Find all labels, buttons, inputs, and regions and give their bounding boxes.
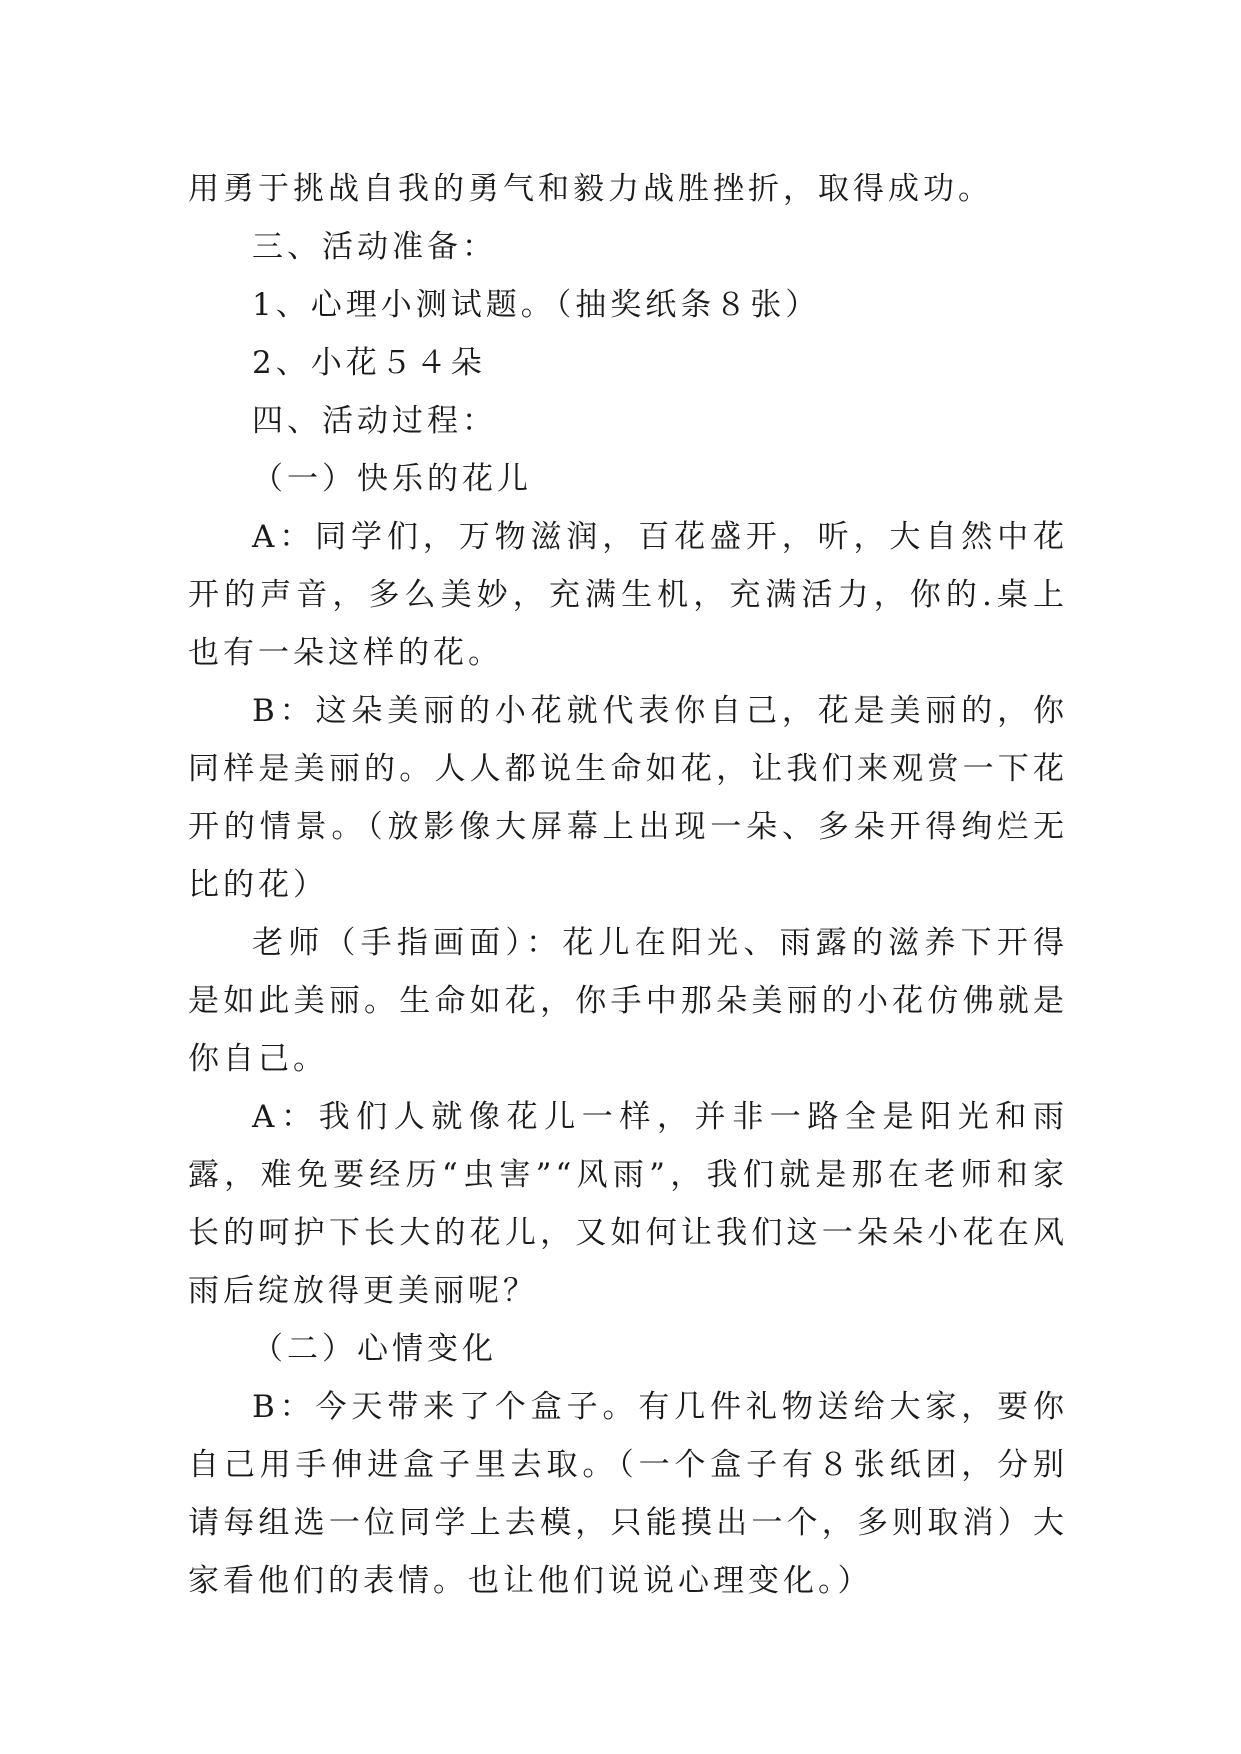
subsection-heading-happy-flowers: （一）快乐的花儿	[252, 461, 532, 497]
paragraph-b-2: B：今天带来了个盒子。有几件礼物送给大家，要你自己用手伸进盒子里去取。（一个盒子有８张纸团，分别请每组选一位同学上去模，只能摸出一个，多则取消）大家看他们的表情。也让他们说说心理变化。）	[188, 1389, 1068, 1599]
paragraph-1: 用勇于挑战自我的勇气和毅力战胜挫折，取得成功。	[188, 171, 993, 207]
paragraph-teacher: 老师（手指画面）：花儿在阳光、雨露的滋养下开得是如此美丽。生命如花，你手中那朵美丽的小花仿佛就是你自己。	[188, 925, 1068, 1077]
section-heading-process: 四、活动过程：	[252, 403, 497, 439]
list-item-1: 1、心理小测试题。（抽奖纸条８张）	[252, 287, 821, 323]
document-body	[188, 160, 1068, 1610]
list-item-2: 2、小花５４朵	[252, 345, 486, 381]
paragraph-a-1: A：同学们，万物滋润，百花盛开，听，大自然中花开的声音，多么美妙，充满生机，充满活力，你的.桌上也有一朵这样的花。	[188, 519, 1068, 671]
paragraph-a-2: A：我们人就像花儿一样，并非一路全是阳光和雨露，难免要经历“虫害”“风雨”，我们就是那在老师和家长的呵护下长大的花儿，又如何让我们这一朵朵小花在风雨后绽放得更美丽呢？	[188, 1099, 1068, 1309]
section-heading-preparation: 三、活动准备：	[252, 229, 497, 265]
paragraph-b-1: B：这朵美丽的小花就代表你自己，花是美丽的，你同样是美丽的。人人都说生命如花，让我们来观赏一下花开的情景。（放影像大屏幕上出现一朵、多朵开得绚烂无比的花）	[188, 693, 1068, 903]
subsection-heading-mood-change: （二）心情变化	[252, 1331, 497, 1367]
